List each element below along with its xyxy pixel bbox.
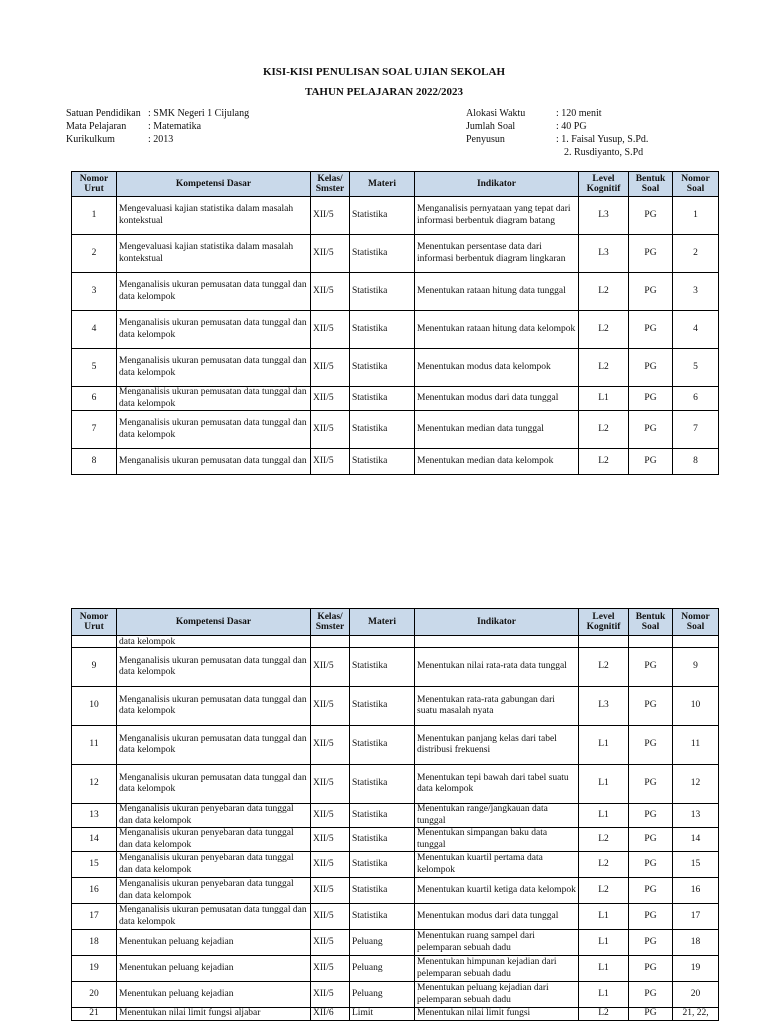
cell-bentuk-soal: PG xyxy=(629,411,673,449)
cell-nomor-soal: 5 xyxy=(673,349,719,387)
cell-bentuk-soal: PG xyxy=(629,904,673,930)
cell-materi: Peluang xyxy=(350,930,415,956)
cell-materi: Statistika xyxy=(350,904,415,930)
table-row xyxy=(72,687,719,726)
cell-bentuk-soal: PG xyxy=(629,197,673,235)
cell-materi: Peluang xyxy=(350,982,415,1008)
cell-materi: Limit xyxy=(350,1008,415,1021)
cell-indikator: Menentukan modus dari data tunggal xyxy=(415,904,579,930)
cell-level-kognitif: L1 xyxy=(579,956,629,982)
cell-bentuk-soal: PG xyxy=(629,235,673,273)
cell-kompetensi-dasar: Menentukan peluang kejadian xyxy=(117,956,311,982)
meta-value: 2. Rusdiyanto, S.Pd xyxy=(564,147,644,158)
cell-materi: Statistika xyxy=(350,726,415,765)
cell-indikator: Menentukan nilai rata-rata data tunggal xyxy=(415,648,579,687)
cell-kelas-semester: XII/5 xyxy=(311,930,350,956)
cell-nomor-urut: 5 xyxy=(72,349,117,387)
meta-label: Mata Pelajaran xyxy=(66,121,127,132)
cell-nomor-soal: 10 xyxy=(673,687,719,726)
cell-kelas-semester: XII/5 xyxy=(311,726,350,765)
cell-kelas-semester: XII/5 xyxy=(311,349,350,387)
cell-bentuk-soal: PG xyxy=(629,311,673,349)
meta-right xyxy=(466,107,648,159)
cell-indikator: Menentukan kuartil pertama data kelompok xyxy=(415,852,579,878)
cell-kelas-semester: XII/5 xyxy=(311,804,350,828)
cell-bentuk-soal: PG xyxy=(629,687,673,726)
cell-level-kognitif: L2 xyxy=(579,273,629,311)
cell-kompetensi-dasar: Menganalisis ukuran pemusatan data tunggal dan data kelompok xyxy=(117,726,311,765)
cell-nomor-soal: 16 xyxy=(673,878,719,904)
cell-empty xyxy=(673,636,719,648)
cell-nomor-soal: 6 xyxy=(673,387,719,411)
cell-nomor-urut: 19 xyxy=(72,956,117,982)
cell-nomor-soal: 21, 22, xyxy=(673,1008,719,1021)
cell-level-kognitif: L2 xyxy=(579,411,629,449)
table-row xyxy=(72,852,719,878)
table-row xyxy=(72,648,719,687)
cell-kompetensi-dasar: Mengevaluasi kajian statistika dalam masalah kontekstual xyxy=(117,235,311,273)
cell-nomor-soal: 13 xyxy=(673,804,719,828)
cell-nomor-urut: 21 xyxy=(72,1008,117,1021)
cell-bentuk-soal: PG xyxy=(629,930,673,956)
cell-bentuk-soal: PG xyxy=(629,878,673,904)
cell-indikator: Menentukan tepi bawah dari tabel suatu data kelompok xyxy=(415,765,579,804)
cell-nomor-soal: 19 xyxy=(673,956,719,982)
cell-materi: Peluang xyxy=(350,956,415,982)
meta-label: Alokasi Waktu xyxy=(466,108,526,119)
cell-nomor-soal: 17 xyxy=(673,904,719,930)
cell-materi: Statistika xyxy=(350,349,415,387)
table-header-row xyxy=(72,609,719,636)
column-header-kompetensi-dasar: Kompetensi Dasar xyxy=(117,609,311,636)
cell-nomor-urut: 20 xyxy=(72,982,117,1008)
cell-materi: Statistika xyxy=(350,765,415,804)
cell-level-kognitif: L3 xyxy=(579,687,629,726)
cell-bentuk-soal: PG xyxy=(629,1008,673,1021)
cell-indikator: Menentukan peluang kejadian dari pelemparan sebuah dadu xyxy=(415,982,579,1008)
cell-nomor-urut: 9 xyxy=(72,648,117,687)
cell-nomor-urut: 10 xyxy=(72,687,117,726)
table-row xyxy=(72,235,719,273)
cell-kelas-semester: XII/5 xyxy=(311,235,350,273)
cell-empty xyxy=(415,636,579,648)
table-row xyxy=(72,273,719,311)
cell-kelas-semester: XII/5 xyxy=(311,878,350,904)
cell-indikator: Menentukan modus dari data tunggal xyxy=(415,387,579,411)
table-row xyxy=(72,930,719,956)
cell-nomor-urut: 6 xyxy=(72,387,117,411)
column-header-nomor-urut: Nomor Urut xyxy=(72,609,117,636)
meta-label xyxy=(466,146,564,159)
cell-level-kognitif: L2 xyxy=(579,878,629,904)
cell-kompetensi-dasar: Menganalisis ukuran pemusatan data tunggal dan data kelompok xyxy=(117,765,311,804)
cell-nomor-urut: 18 xyxy=(72,930,117,956)
meta-value: : 1. Faisal Yusup, S.Pd. xyxy=(556,134,649,145)
cell-empty xyxy=(72,636,117,648)
cell-kompetensi-dasar: Menentukan peluang kejadian xyxy=(117,982,311,1008)
column-header-bentuk-soal: Bentuk Soal xyxy=(629,609,673,636)
cell-indikator: Menentukan modus data kelompok xyxy=(415,349,579,387)
cell-kelas-semester: XII/5 xyxy=(311,982,350,1008)
cell-kompetensi-dasar: Menganalisis ukuran pemusatan data tunggal dan data kelompok xyxy=(117,273,311,311)
cell-level-kognitif: L3 xyxy=(579,197,629,235)
cell-nomor-urut: 11 xyxy=(72,726,117,765)
cell-nomor-soal: 20 xyxy=(673,982,719,1008)
column-header-nomor-urut: Nomor Urut xyxy=(72,172,117,197)
cell-bentuk-soal: PG xyxy=(629,804,673,828)
cell-indikator: Menentukan median data tunggal xyxy=(415,411,579,449)
cell-materi: Statistika xyxy=(350,235,415,273)
cell-kompetensi-dasar: Menganalisis ukuran pemusatan data tunggal dan data kelompok xyxy=(117,387,311,411)
cell-kelas-semester: XII/5 xyxy=(311,273,350,311)
cell-nomor-soal: 12 xyxy=(673,765,719,804)
cell-bentuk-soal: PG xyxy=(629,828,673,852)
cell-kelas-semester: XII/5 xyxy=(311,449,350,475)
document-title: KISI-KISI PENULISAN SOAL UJIAN SEKOLAH xyxy=(262,66,506,78)
cell-bentuk-soal: PG xyxy=(629,982,673,1008)
table-row xyxy=(72,765,719,804)
table-header-row xyxy=(72,172,719,197)
cell-level-kognitif: L1 xyxy=(579,726,629,765)
column-header-materi: Materi xyxy=(350,609,415,636)
table-row xyxy=(72,904,719,930)
cell-nomor-soal: 4 xyxy=(673,311,719,349)
cell-kompetensi-dasar: Menganalisis ukuran penyebaran data tunggal dan data kelompok xyxy=(117,878,311,904)
cell-nomor-urut: 13 xyxy=(72,804,117,828)
cell-level-kognitif: L2 xyxy=(579,449,629,475)
column-header-kelas: Kelas/ Smster xyxy=(311,172,350,197)
column-header-level-kognitif: Level Kognitif xyxy=(579,172,629,197)
cell-materi: Statistika xyxy=(350,878,415,904)
meta-label: Jumlah Soal xyxy=(466,121,516,132)
cell-indikator: Menentukan ruang sampel dari pelemparan sebuah dadu xyxy=(415,930,579,956)
column-header-level-kognitif: Level Kognitif xyxy=(579,609,629,636)
cell-level-kognitif: L3 xyxy=(579,235,629,273)
kisi-table-1 xyxy=(71,171,719,475)
column-header-nomor-soal: Nomor Soal xyxy=(673,609,719,636)
cell-kompetensi-dasar: Menganalisis ukuran pemusatan data tunggal dan data kelompok xyxy=(117,648,311,687)
meta-value: : SMK Negeri 1 Cijulang xyxy=(148,108,250,119)
table-row xyxy=(72,956,719,982)
cell-nomor-soal: 11 xyxy=(673,726,719,765)
meta-value: : 120 menit xyxy=(556,108,602,119)
table-row xyxy=(72,449,719,475)
cell-indikator: Menentukan kuartil ketiga data kelompok xyxy=(415,878,579,904)
cell-kelas-semester: XII/5 xyxy=(311,311,350,349)
table-row xyxy=(72,726,719,765)
cell-nomor-soal: 1 xyxy=(673,197,719,235)
cell-indikator: Menganalisis pernyataan yang tepat dari informasi berbentuk diagram batang xyxy=(415,197,579,235)
table-row xyxy=(72,387,719,411)
cell-materi: Statistika xyxy=(350,411,415,449)
table-row xyxy=(72,197,719,235)
cell-level-kognitif: L1 xyxy=(579,387,629,411)
meta-row xyxy=(466,120,648,133)
column-header-nomor-soal: Nomor Soal xyxy=(673,172,719,197)
cell-kelas-semester: XII/5 xyxy=(311,387,350,411)
meta-row xyxy=(466,107,648,120)
cell-level-kognitif: L2 xyxy=(579,311,629,349)
cell-empty xyxy=(350,636,415,648)
cell-indikator: Menentukan rataan hitung data tunggal xyxy=(415,273,579,311)
meta-value: : Matematika xyxy=(148,121,202,132)
document-subtitle: TAHUN PELAJARAN 2022/2023 xyxy=(304,86,464,98)
cell-nomor-urut: 14 xyxy=(72,828,117,852)
cell-kompetensi-dasar: Mengevaluasi kajian statistika dalam masalah kontekstual xyxy=(117,197,311,235)
cell-nomor-urut: 3 xyxy=(72,273,117,311)
cell-kompetensi-dasar: Menganalisis ukuran pemusatan data tunggal dan xyxy=(117,449,311,475)
cell-nomor-soal: 9 xyxy=(673,648,719,687)
cell-empty xyxy=(579,636,629,648)
cell-materi: Statistika xyxy=(350,197,415,235)
cell-indikator: Menentukan nilai limit fungsi xyxy=(415,1008,579,1021)
cell-materi: Statistika xyxy=(350,804,415,828)
cell-nomor-urut: 15 xyxy=(72,852,117,878)
cell-kompetensi-dasar: data kelompok xyxy=(117,636,311,648)
table-row xyxy=(72,311,719,349)
meta-row xyxy=(66,107,249,120)
cell-nomor-urut: 16 xyxy=(72,878,117,904)
cell-level-kognitif: L1 xyxy=(579,765,629,804)
cell-nomor-soal: 15 xyxy=(673,852,719,878)
cell-kompetensi-dasar: Menganalisis ukuran penyebaran data tunggal dan data kelompok xyxy=(117,828,311,852)
cell-nomor-soal: 8 xyxy=(673,449,719,475)
cell-nomor-soal: 2 xyxy=(673,235,719,273)
cell-kompetensi-dasar: Menganalisis ukuran pemusatan data tunggal dan data kelompok xyxy=(117,687,311,726)
kisi-table-2 xyxy=(71,608,719,1021)
meta-label: Kurikulkum xyxy=(66,134,115,145)
cell-bentuk-soal: PG xyxy=(629,449,673,475)
meta-label: Penyusun xyxy=(466,134,505,145)
cell-nomor-urut: 8 xyxy=(72,449,117,475)
meta-row xyxy=(466,146,648,159)
cell-indikator: Menentukan himpunan kejadian dari pelemparan sebuah dadu xyxy=(415,956,579,982)
cell-kelas-semester: XII/5 xyxy=(311,765,350,804)
cell-indikator: Menentukan persentase data dari informasi berbentuk diagram lingkaran xyxy=(415,235,579,273)
cell-kompetensi-dasar: Menganalisis ukuran pemusatan data tunggal dan data kelompok xyxy=(117,311,311,349)
meta-left xyxy=(66,107,249,146)
cell-kelas-semester: XII/5 xyxy=(311,852,350,878)
cell-bentuk-soal: PG xyxy=(629,852,673,878)
cell-kompetensi-dasar: Menganalisis ukuran pemusatan data tunggal dan data kelompok xyxy=(117,904,311,930)
table-row xyxy=(72,982,719,1008)
cell-level-kognitif: L2 xyxy=(579,852,629,878)
cell-empty xyxy=(629,636,673,648)
continuation-row xyxy=(72,636,719,648)
cell-nomor-urut: 1 xyxy=(72,197,117,235)
cell-kompetensi-dasar: Menganalisis ukuran pemusatan data tunggal dan data kelompok xyxy=(117,411,311,449)
meta-value: : 40 PG xyxy=(556,121,587,132)
meta-value: : 2013 xyxy=(148,134,174,145)
cell-indikator: Menentukan simpangan baku data tunggal xyxy=(415,828,579,852)
cell-nomor-urut: 7 xyxy=(72,411,117,449)
cell-bentuk-soal: PG xyxy=(629,273,673,311)
cell-nomor-soal: 3 xyxy=(673,273,719,311)
cell-nomor-urut: 12 xyxy=(72,765,117,804)
cell-kelas-semester: XII/6 xyxy=(311,1008,350,1021)
cell-level-kognitif: L2 xyxy=(579,648,629,687)
table-row xyxy=(72,878,719,904)
cell-level-kognitif: L2 xyxy=(579,828,629,852)
cell-level-kognitif: L1 xyxy=(579,904,629,930)
table-row xyxy=(72,1008,719,1021)
meta-row xyxy=(66,133,249,146)
cell-level-kognitif: L1 xyxy=(579,982,629,1008)
cell-bentuk-soal: PG xyxy=(629,648,673,687)
cell-nomor-urut: 4 xyxy=(72,311,117,349)
cell-indikator: Menentukan rataan hitung data kelompok xyxy=(415,311,579,349)
column-header-kompetensi-dasar: Kompetensi Dasar xyxy=(117,172,311,197)
cell-bentuk-soal: PG xyxy=(629,349,673,387)
cell-kelas-semester: XII/5 xyxy=(311,956,350,982)
cell-kelas-semester: XII/5 xyxy=(311,648,350,687)
cell-materi: Statistika xyxy=(350,311,415,349)
cell-materi: Statistika xyxy=(350,387,415,411)
column-header-indikator: Indikator xyxy=(415,172,579,197)
cell-level-kognitif: L2 xyxy=(579,1008,629,1021)
cell-bentuk-soal: PG xyxy=(629,726,673,765)
cell-indikator: Menentukan range/jangkauan data tunggal xyxy=(415,804,579,828)
cell-level-kognitif: L1 xyxy=(579,930,629,956)
table-row xyxy=(72,804,719,828)
cell-indikator: Menentukan rata-rata gabungan dari suatu masalah nyata xyxy=(415,687,579,726)
cell-nomor-urut: 17 xyxy=(72,904,117,930)
cell-materi: Statistika xyxy=(350,852,415,878)
cell-materi: Statistika xyxy=(350,449,415,475)
cell-bentuk-soal: PG xyxy=(629,765,673,804)
cell-indikator: Menentukan median data kelompok xyxy=(415,449,579,475)
cell-materi: Statistika xyxy=(350,828,415,852)
cell-kelas-semester: XII/5 xyxy=(311,828,350,852)
cell-bentuk-soal: PG xyxy=(629,956,673,982)
cell-indikator: Menentukan panjang kelas dari tabel distribusi frekuensi xyxy=(415,726,579,765)
meta-row xyxy=(66,120,249,133)
cell-kelas-semester: XII/5 xyxy=(311,197,350,235)
meta-label: Satuan Pendidikan xyxy=(66,108,141,119)
table-row xyxy=(72,411,719,449)
cell-kompetensi-dasar: Menentukan peluang kejadian xyxy=(117,930,311,956)
cell-level-kognitif: L1 xyxy=(579,804,629,828)
column-header-indikator: Indikator xyxy=(415,609,579,636)
cell-bentuk-soal: PG xyxy=(629,387,673,411)
cell-kelas-semester: XII/5 xyxy=(311,904,350,930)
cell-kompetensi-dasar: Menentukan nilai limit fungsi aljabar xyxy=(117,1008,311,1021)
meta-row xyxy=(466,133,648,146)
cell-kompetensi-dasar: Menganalisis ukuran pemusatan data tunggal dan data kelompok xyxy=(117,349,311,387)
cell-kompetensi-dasar: Menganalisis ukuran penyebaran data tunggal dan data kelompok xyxy=(117,852,311,878)
cell-nomor-soal: 18 xyxy=(673,930,719,956)
cell-nomor-soal: 14 xyxy=(673,828,719,852)
cell-materi: Statistika xyxy=(350,273,415,311)
column-header-kelas: Kelas/ Smster xyxy=(311,609,350,636)
cell-materi: Statistika xyxy=(350,687,415,726)
cell-nomor-soal: 7 xyxy=(673,411,719,449)
cell-nomor-urut: 2 xyxy=(72,235,117,273)
cell-kompetensi-dasar: Menganalisis ukuran penyebaran data tunggal dan data kelompok xyxy=(117,804,311,828)
table-row xyxy=(72,828,719,852)
cell-kelas-semester: XII/5 xyxy=(311,411,350,449)
column-header-bentuk-soal: Bentuk Soal xyxy=(629,172,673,197)
column-header-materi: Materi xyxy=(350,172,415,197)
cell-empty xyxy=(311,636,350,648)
cell-materi: Statistika xyxy=(350,648,415,687)
cell-kelas-semester: XII/5 xyxy=(311,687,350,726)
table-row xyxy=(72,349,719,387)
cell-level-kognitif: L2 xyxy=(579,349,629,387)
